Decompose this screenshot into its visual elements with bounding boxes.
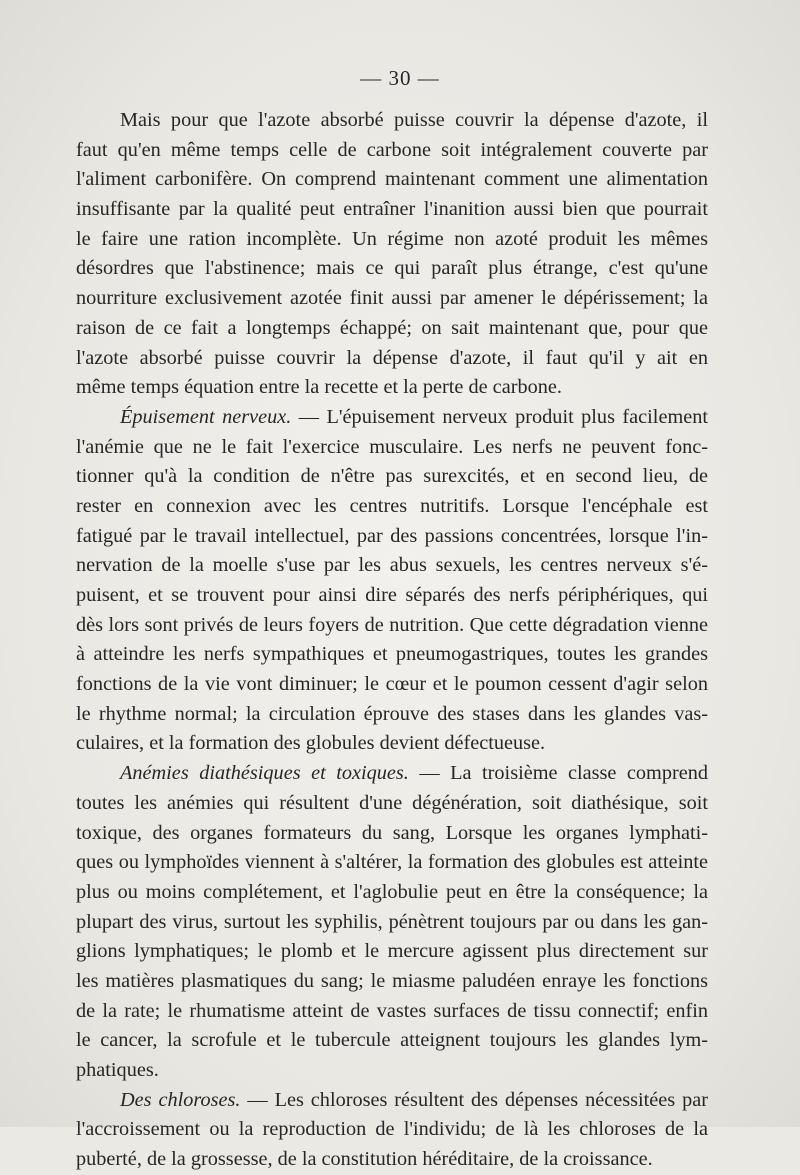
text-line: l'anémie que ne le fait l'exercice musculaire. Les nerfs ne peuvent fonc-: [76, 435, 708, 458]
text-line: rester en connexion avec les centres nutritifs. Lorsque l'encéphale est: [76, 494, 708, 517]
text-line: fonctions de la vie vont diminuer; le cœur et le poumon cessent d'agir selon: [76, 673, 708, 696]
text-line: ques ou lymphoïdes viennent à s'altérer, la formation des globules est atteinte: [76, 851, 708, 874]
paragraph-azote: [76, 106, 708, 403]
text-line: raison de ce fait a longtemps échappé; on sait maintenant que, pour que: [76, 316, 708, 339]
heading-continuation: — La troisième classe comprend: [419, 762, 708, 785]
paragraph-anemies-diathesiques: [76, 759, 708, 1086]
text-line: toxique, des organes formateurs du sang, Lorsque les organes lymphati-: [76, 821, 708, 844]
text-line: le rhythme normal; la circulation éprouve des stases dans les glandes vas-: [76, 702, 708, 725]
text-line: nourriture exclusivement azotée finit aussi par amener le dépérissement; la: [76, 287, 708, 310]
text-line: le cancer, la scrofule et le tubercule atteignent toujours les glandes lym-: [76, 1029, 708, 1052]
text-line: puberté, de la grossesse, de la constitution héréditaire, de la croissance.: [76, 1148, 653, 1171]
heading-continuation: — L'épuisement nerveux produit plus facilement: [298, 405, 708, 428]
section-heading: Des chloroses.: [120, 1088, 241, 1111]
text-line: glions lymphatiques; le plomb et le mercure agissent plus directement sur: [76, 940, 708, 963]
text-line: l'azote absorbé puisse couvrir la dépense d'azote, il faut qu'il y ait en: [76, 346, 708, 369]
text-line: de la rate; le rhumatisme atteint de vastes surfaces de tissu connectif; enfin: [76, 999, 708, 1022]
text-line: plupart des virus, surtout les syphilis, pénètrent toujours par ou dans les gan-: [76, 910, 708, 933]
text-line: plus ou moins complétement, et l'aglobulie peut en être la conséquence; la: [76, 880, 708, 903]
text-line: insuffisante par la qualité peut entraîner l'inanition aussi bien que pourrait: [76, 198, 708, 221]
section-heading: Anémies diathésiques et toxiques.: [120, 762, 409, 785]
text-line: tionner qu'à la condition de n'être pas surexcités, et en second lieu, de: [76, 465, 708, 488]
text-line: phatiques.: [76, 1059, 159, 1081]
text-line: faut qu'en même temps celle de carbone soit intégralement couverte par: [76, 138, 708, 161]
text-line: dès lors sont privés de leurs foyers de nutrition. Que cette dégradation vienne: [76, 613, 708, 636]
section-heading: Épuisement nerveux.: [120, 405, 292, 428]
body-text: [76, 106, 708, 1175]
text-line: [76, 403, 708, 433]
text-line: même temps équation entre la recette et la perte de carbone.: [76, 376, 562, 399]
page-number: — 30 —: [360, 66, 440, 90]
text-line: [76, 1086, 708, 1116]
text-line: désordres que l'abstinence; mais ce qui paraît plus étrange, c'est qu'une: [76, 257, 708, 280]
text-line: [76, 759, 708, 789]
heading-continuation: — Les chloroses résultent des dépenses nécessitées par: [247, 1088, 708, 1111]
text-line: le faire une ration incomplète. Un régime non azoté produit les mêmes: [76, 227, 708, 250]
text-line: à atteindre les nerfs sympathiques et pneumogastriques, toutes les grandes: [76, 643, 708, 666]
text-line: toutes les anémies qui résultent d'une dégénération, soit diathésique, soit: [76, 791, 708, 814]
text-line: l'aliment carbonifère. On comprend maintenant comment une alimentation: [76, 168, 708, 191]
text-line: l'accroissement ou la reproduction de l'individu; de là les chloroses de la: [76, 1118, 708, 1141]
text-line: culaires, et la formation des globules devient défectueuse.: [76, 732, 546, 755]
text-line: nervation de la moelle s'use par les abus sexuels, les centres nerveux s'é-: [76, 554, 708, 577]
text-line: Mais pour que l'azote absorbé puisse couvrir la dépense d'azote, il: [120, 109, 708, 131]
text-line: puisent, et se trouvent pour ainsi dire séparés des nerfs périphériques, qui: [76, 584, 708, 606]
paragraph-epuisement-nerveux: [76, 403, 708, 759]
text-line: les matières plasmatiques du sang; le miasme paludéen enraye les fonctions: [76, 969, 708, 992]
text-line: fatigué par le travail intellectuel, par des passions concentrées, lorsque l'in-: [76, 524, 708, 547]
paragraph-chloroses: [76, 1086, 708, 1175]
